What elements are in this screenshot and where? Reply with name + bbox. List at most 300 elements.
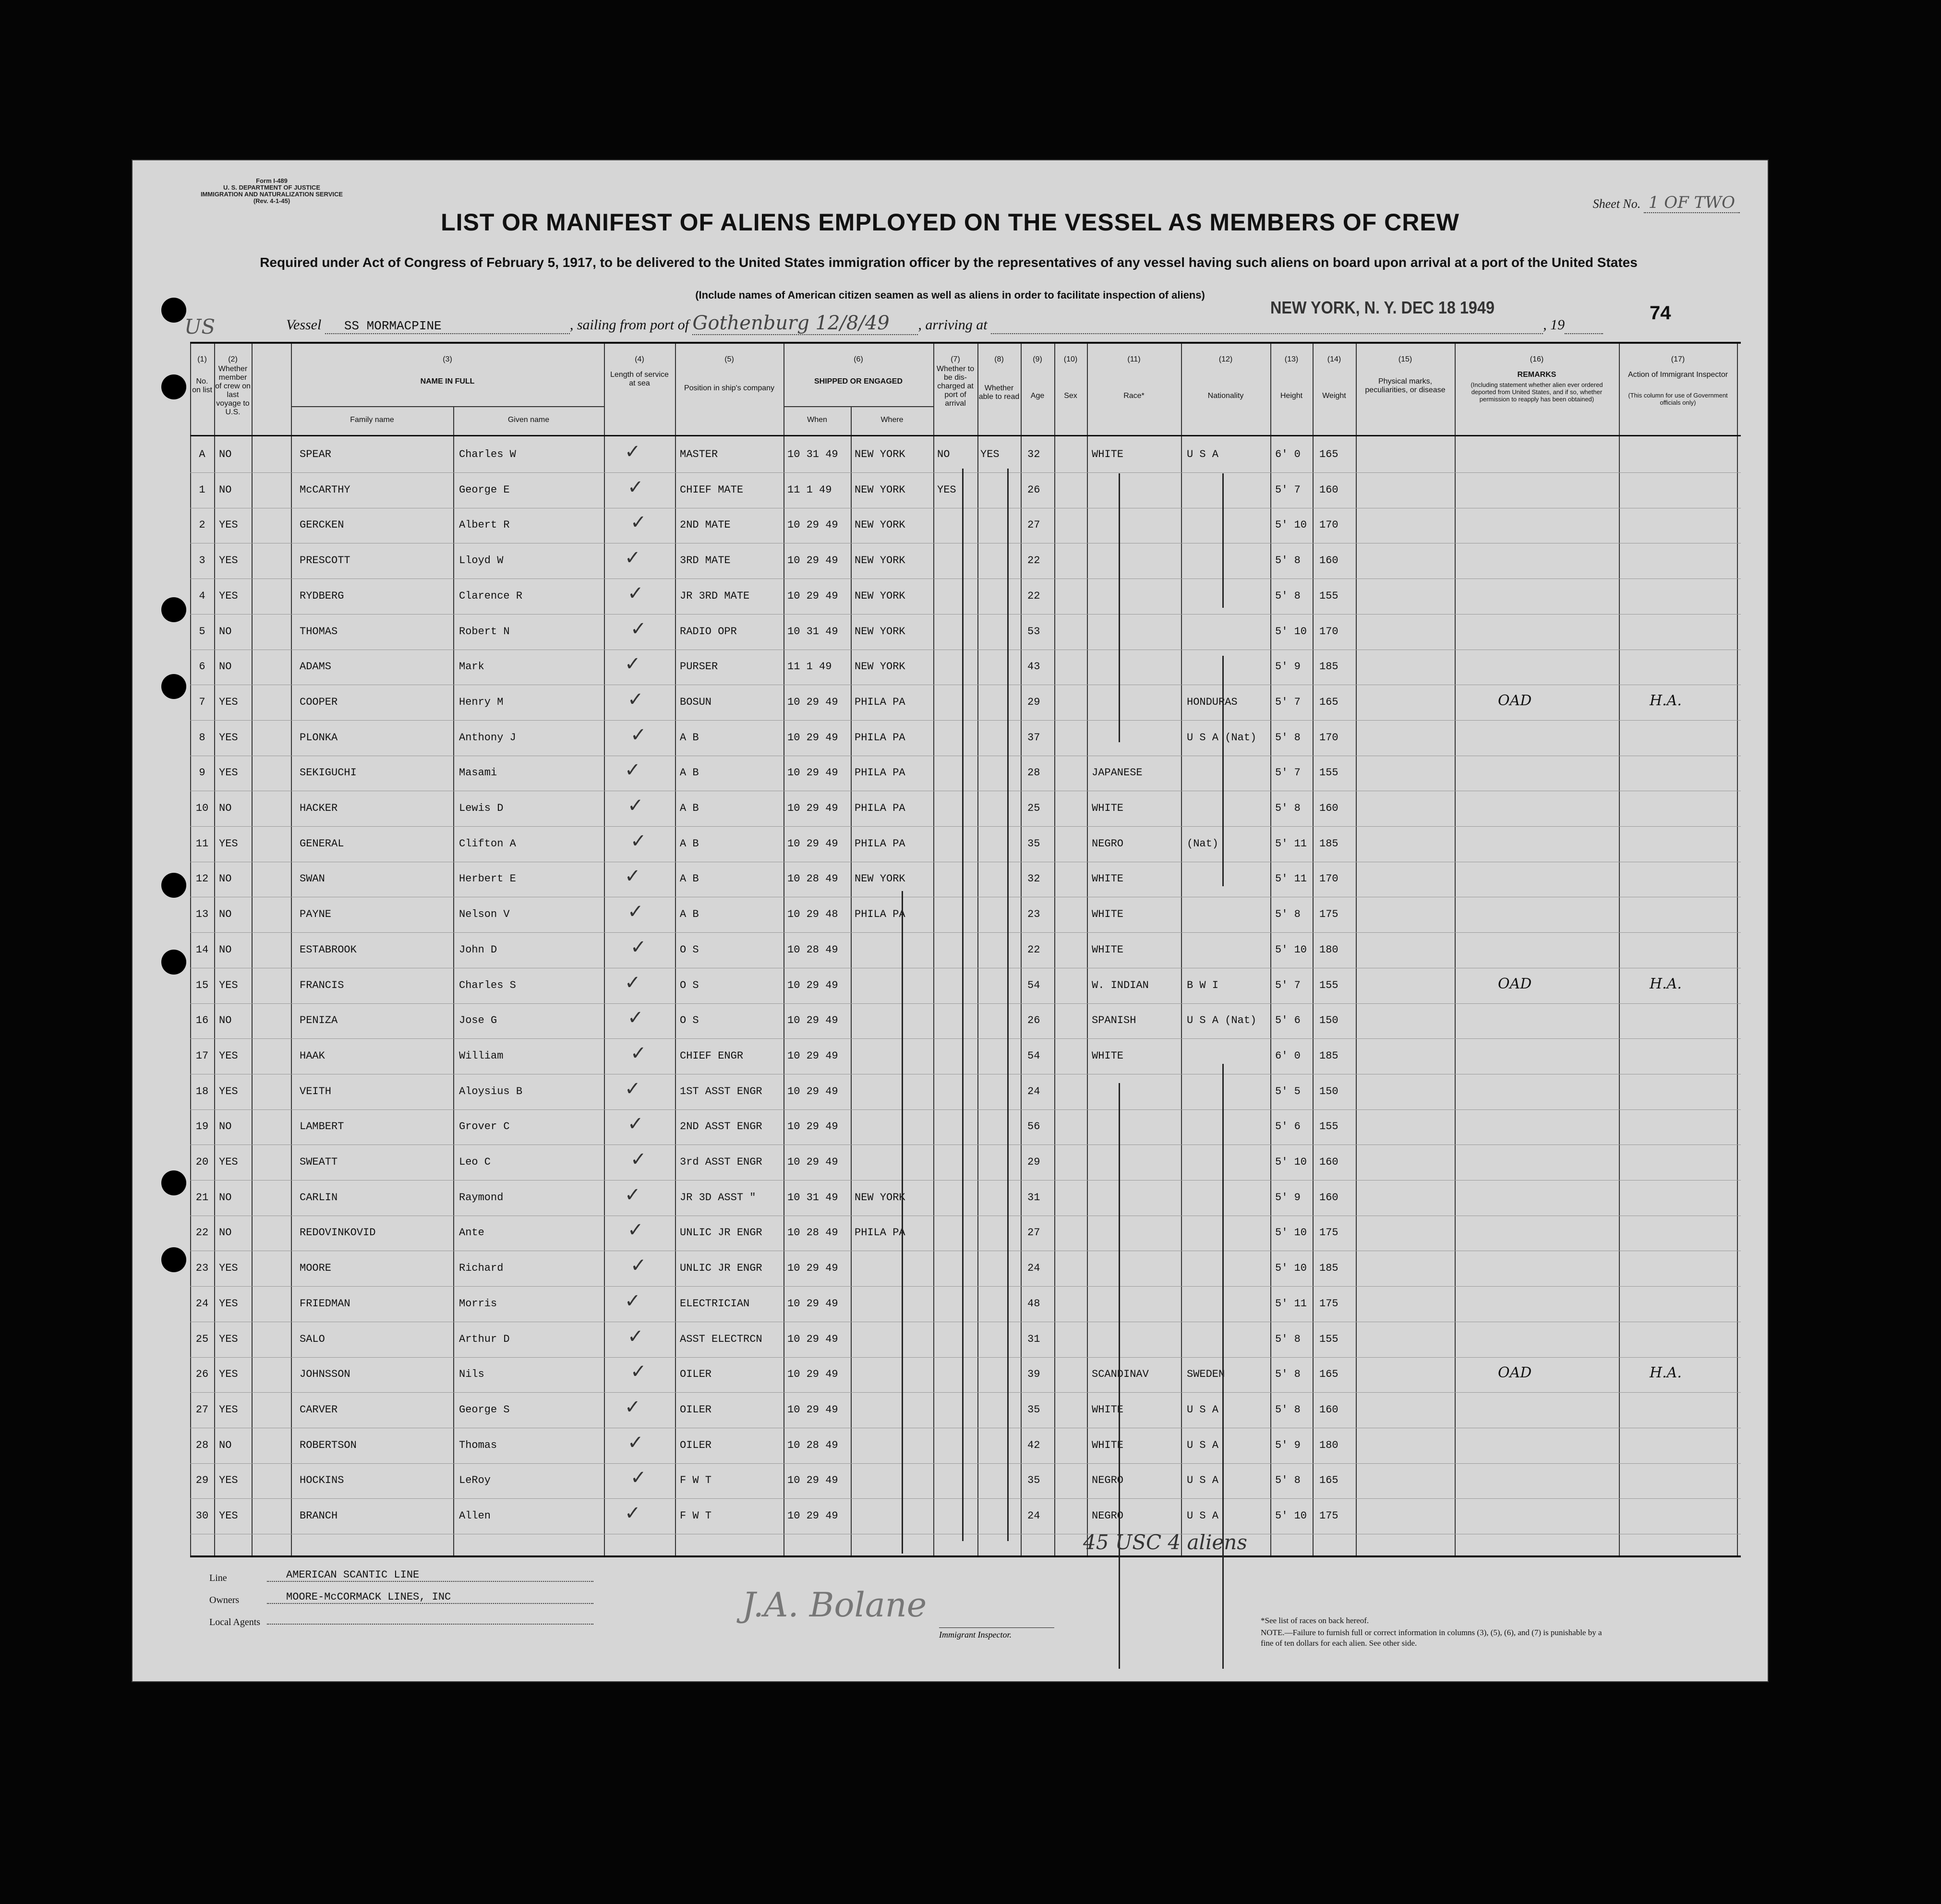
cell-when: 10 29 49	[787, 1049, 838, 1062]
cell-nat: U S A	[1187, 1474, 1219, 1487]
cell-age: 35	[1027, 837, 1040, 850]
cell-pos: OILER	[680, 1439, 712, 1451]
cell-age: 31	[1027, 1333, 1040, 1345]
cell-family: COOPER	[300, 696, 338, 708]
colnum-3: (3)	[443, 355, 452, 363]
colhead-16-note: (Including statement whether alien ever ordered deported from United States, and if so, whether permission to reapply has been obtained)	[1471, 381, 1603, 403]
cell-when: 10 29 49	[787, 1474, 838, 1487]
cell-given: Nelson V	[459, 908, 510, 921]
cell-action: H.A.	[1650, 692, 1682, 709]
cell-family: FRIEDMAN	[300, 1297, 350, 1310]
table-row	[190, 1287, 1741, 1323]
cell-height: 5' 10	[1275, 625, 1307, 638]
cell-no: 13	[195, 908, 209, 921]
colhead-5: Position in ship's company	[684, 384, 775, 392]
cell-nat: HONDURAS	[1187, 696, 1238, 708]
form-identifier	[195, 178, 349, 205]
cell-weight: 165	[1319, 448, 1338, 460]
cell-weight: 175	[1319, 1510, 1338, 1522]
colnum-9: (9)	[1033, 355, 1042, 363]
colhead-10: Sex	[1064, 392, 1077, 400]
cell-height: 5' 10	[1275, 943, 1307, 956]
colhead-2: Whether member of crew on last voyage to U.S.	[215, 365, 251, 416]
cell-height: 5' 8	[1275, 802, 1301, 814]
colnum-4: (4)	[635, 355, 644, 363]
table-row	[190, 792, 1741, 827]
cell-pos: 1ST ASST ENGR	[680, 1085, 762, 1097]
colhead-3-family: Family name	[350, 416, 394, 424]
line-value: AMERICAN SCANTIC LINE	[267, 1569, 593, 1582]
cell-pos: ELECTRICIAN	[680, 1297, 750, 1310]
cell-when: 10 28 49	[787, 873, 838, 885]
cell-disch: YES	[937, 483, 956, 496]
owners-label: Owners	[209, 1595, 240, 1605]
service-check-mark: ✓	[625, 441, 641, 463]
cell-given: Clarence R	[459, 590, 523, 602]
table-row	[190, 650, 1741, 686]
cell-pos: F W T	[680, 1474, 712, 1487]
cell-when: 10 29 49	[787, 554, 838, 567]
cell-weight: 170	[1319, 625, 1338, 638]
arrival-stamp: NEW YORK, N. Y. DEC 18 1949	[1270, 298, 1495, 317]
cell-age: 27	[1027, 519, 1040, 531]
service-check-mark: ✓	[630, 1361, 647, 1383]
cell-pos: O S	[680, 1014, 699, 1027]
cell-when: 11 1 49	[787, 661, 832, 673]
service-check-mark: ✓	[627, 1219, 644, 1241]
cell-prev: NO	[219, 1227, 232, 1239]
cell-family: SALO	[300, 1333, 325, 1345]
page-title: LIST OR MANIFEST OF ALIENS EMPLOYED ON THE VESSEL AS MEMBERS OF CREW	[441, 209, 1459, 236]
table-row	[190, 1216, 1741, 1252]
cell-family: ROBERTSON	[300, 1439, 357, 1451]
service-check-mark: ✓	[627, 688, 644, 711]
cell-prev: YES	[219, 731, 238, 744]
colhead-4: Length of service at sea	[610, 371, 669, 387]
cell-height: 5' 5	[1275, 1085, 1301, 1097]
cell-height: 5' 8	[1275, 590, 1301, 602]
cell-weight: 185	[1319, 837, 1338, 850]
cell-age: 42	[1027, 1439, 1040, 1451]
cell-pos: OILER	[680, 1403, 712, 1416]
cell-weight: 160	[1319, 483, 1338, 496]
cell-nat: U S A	[1187, 1510, 1219, 1522]
cell-prev: NO	[219, 661, 232, 673]
cell-prev: YES	[219, 519, 238, 531]
race-note: *See list of races on back hereof.	[1261, 1616, 1369, 1625]
cell-where: NEW YORK	[855, 519, 905, 531]
cell-remark: OAD	[1498, 692, 1532, 709]
cell-height: 5' 8	[1275, 908, 1301, 921]
cell-family: SWEATT	[300, 1156, 338, 1168]
cell-prev: YES	[219, 696, 238, 708]
cell-height: 5' 6	[1275, 1121, 1301, 1133]
cell-pos: JR 3RD MATE	[680, 590, 750, 602]
cell-family: HOCKINS	[300, 1474, 344, 1487]
cell-age: 22	[1027, 590, 1040, 602]
cell-prev: YES	[219, 1474, 238, 1487]
service-check-mark: ✓	[625, 759, 641, 782]
colhead-6-when: When	[807, 416, 827, 424]
cell-weight: 160	[1319, 1403, 1338, 1416]
cell-given: Raymond	[459, 1191, 504, 1204]
table-row	[190, 1145, 1741, 1181]
cell-height: 5' 9	[1275, 661, 1301, 673]
cell-age: 32	[1027, 448, 1040, 460]
service-check-mark: ✓	[625, 971, 641, 994]
cell-race: WHITE	[1092, 1049, 1124, 1062]
cell-pos: O S	[680, 943, 699, 956]
service-check-mark: ✓	[627, 901, 644, 923]
cell-age: 54	[1027, 979, 1040, 991]
cell-family: PAYNE	[300, 908, 332, 921]
colnum-16: (16)	[1530, 355, 1544, 363]
cell-no: 29	[195, 1474, 209, 1487]
colhead-17: Action of Immigrant Inspector	[1628, 371, 1728, 379]
cell-age: 31	[1027, 1191, 1040, 1204]
cell-nat: U S A	[1187, 1439, 1219, 1451]
cell-no: 28	[195, 1439, 209, 1451]
table-row	[190, 1075, 1741, 1110]
cell-given: Anthony J	[459, 731, 516, 744]
cell-age: 22	[1027, 554, 1040, 567]
cell-when: 10 29 48	[787, 908, 838, 921]
cell-when: 10 29 49	[787, 1014, 838, 1027]
cell-when: 10 29 49	[787, 696, 838, 708]
cell-action: H.A.	[1650, 975, 1682, 992]
cell-weight: 155	[1319, 979, 1338, 991]
cell-given: Herbert E	[459, 873, 516, 885]
arriving-label: , arriving at	[918, 317, 988, 333]
cell-no: 26	[195, 1368, 209, 1381]
punch-hole	[161, 950, 186, 975]
punch-hole	[161, 374, 186, 399]
cell-race: WHITE	[1092, 943, 1124, 956]
table-row	[190, 969, 1741, 1004]
sheet-number-label: Sheet No.	[1592, 197, 1641, 211]
cell-prev: YES	[219, 1297, 238, 1310]
cell-when: 10 28 49	[787, 943, 838, 956]
cell-age: 32	[1027, 873, 1040, 885]
cell-where: PHILA PA	[855, 1227, 905, 1239]
cell-no: 1	[199, 483, 205, 496]
cell-height: 5' 10	[1275, 519, 1307, 531]
cell-pos: A B	[680, 767, 699, 779]
cell-where: PHILA PA	[855, 696, 905, 708]
cell-age: 53	[1027, 625, 1040, 638]
cell-height: 5' 8	[1275, 554, 1301, 567]
colhead-6: SHIPPED OR ENGAGED	[814, 377, 903, 386]
cell-height: 5' 10	[1275, 1227, 1307, 1239]
cell-weight: 150	[1319, 1014, 1338, 1027]
crew-table	[190, 342, 1741, 1557]
cell-height: 6' 0	[1275, 1049, 1301, 1062]
cell-prev: YES	[219, 1049, 238, 1062]
cell-no: 16	[195, 1014, 209, 1027]
cell-no: 30	[195, 1510, 209, 1522]
cell-height: 5' 11	[1275, 1297, 1307, 1310]
colnum-13: (13)	[1284, 355, 1299, 363]
table-row	[190, 827, 1741, 863]
table-row	[190, 438, 1741, 473]
cell-weight: 150	[1319, 1085, 1338, 1097]
cell-prev: NO	[219, 1121, 232, 1133]
cell-where: NEW YORK	[855, 590, 905, 602]
cell-no: 25	[195, 1333, 209, 1345]
cell-no: 12	[195, 873, 209, 885]
cell-given: Grover C	[459, 1121, 510, 1133]
cell-no: 27	[195, 1403, 209, 1416]
cell-race: SPANISH	[1092, 1014, 1136, 1027]
service-check-mark: ✓	[625, 1396, 641, 1418]
colhead-1: No. on list	[192, 377, 212, 394]
table-row	[190, 544, 1741, 579]
cell-when: 10 29 49	[787, 1333, 838, 1345]
cell-pos: 2ND ASST ENGR	[680, 1121, 762, 1133]
table-row	[190, 1499, 1741, 1535]
colnum-12: (12)	[1218, 355, 1233, 363]
agents-label: Local Agents	[209, 1617, 261, 1627]
cell-age: 24	[1027, 1262, 1040, 1275]
service-check-mark: ✓	[630, 617, 647, 640]
cell-height: 5' 9	[1275, 1191, 1301, 1204]
cell-family: ADAMS	[300, 661, 332, 673]
cell-disch: NO	[937, 448, 950, 460]
cell-where: PHILA PA	[855, 837, 905, 850]
service-check-mark: ✓	[627, 476, 644, 498]
cell-family: VEITH	[300, 1085, 332, 1097]
cell-when: 10 29 49	[787, 802, 838, 814]
cell-family: PLONKA	[300, 731, 338, 744]
cell-family: McCARTHY	[300, 483, 350, 496]
page-subnote: (Include names of American citizen seamen as well as aliens in order to facilitate inspection of aliens)	[695, 289, 1205, 301]
cell-height: 5' 9	[1275, 1439, 1301, 1451]
cell-family: CARVER	[300, 1403, 338, 1416]
colnum-5: (5)	[724, 355, 734, 363]
service-check-mark: ✓	[625, 653, 641, 675]
cell-when: 10 31 49	[787, 625, 838, 638]
cell-action: H.A.	[1650, 1364, 1682, 1382]
cell-prev: NO	[219, 908, 232, 921]
colnum-10: (10)	[1063, 355, 1078, 363]
table-row	[190, 1358, 1741, 1393]
cell-family: MOORE	[300, 1262, 332, 1275]
cell-nat: B W I	[1187, 979, 1219, 991]
cell-race: WHITE	[1092, 873, 1124, 885]
cell-age: 56	[1027, 1121, 1040, 1133]
cell-age: 24	[1027, 1085, 1040, 1097]
cell-weight: 155	[1319, 767, 1338, 779]
cell-age: 29	[1027, 696, 1040, 708]
cell-prev: NO	[219, 1191, 232, 1204]
cell-height: 5' 10	[1275, 1510, 1307, 1522]
cell-no: 19	[195, 1121, 209, 1133]
cell-given: Albert R	[459, 519, 510, 531]
table-row	[190, 1323, 1741, 1358]
cell-given: Mark	[459, 661, 484, 673]
cell-family: HACKER	[300, 802, 338, 814]
cell-read: YES	[980, 448, 1000, 460]
cell-no: 3	[199, 554, 205, 567]
cell-no: 9	[199, 767, 205, 779]
service-check-mark: ✓	[627, 1325, 644, 1348]
cell-weight: 160	[1319, 1156, 1338, 1168]
cell-family: SEKIGUCHI	[300, 767, 357, 779]
table-row	[190, 756, 1741, 792]
colhead-3: NAME IN FULL	[420, 377, 475, 386]
footer	[133, 1562, 1768, 1677]
cell-given: Thomas	[459, 1439, 497, 1451]
cell-family: BRANCH	[300, 1510, 338, 1522]
cell-where: PHILA PA	[855, 802, 905, 814]
cell-when: 10 29 49	[787, 1368, 838, 1381]
cell-nat: (Nat)	[1187, 837, 1219, 850]
form-department: U. S. DEPARTMENT OF JUSTICE	[223, 184, 320, 191]
table-row	[190, 898, 1741, 933]
cell-when: 10 29 49	[787, 1156, 838, 1168]
penalty-note-text: Failure to furnish full or correct information in columns (3), (5), (6), and (7) is punishable by a fine of ten dollars for each alien. See other side.	[1261, 1628, 1602, 1648]
cell-pos: UNLIC JR ENGR	[680, 1227, 762, 1239]
cell-age: 43	[1027, 661, 1040, 673]
service-check-mark: ✓	[625, 1077, 641, 1100]
penalty-note	[1261, 1627, 1606, 1649]
cell-nat: U S A (Nat)	[1187, 731, 1257, 744]
cell-when: 10 28 49	[787, 1227, 838, 1239]
cell-race: WHITE	[1092, 448, 1124, 460]
table-row	[190, 615, 1741, 651]
service-check-mark: ✓	[630, 830, 647, 852]
cell-no: 8	[199, 731, 205, 744]
colnum-14: (14)	[1327, 355, 1341, 363]
cell-when: 10 31 49	[787, 1191, 838, 1204]
table-row	[190, 579, 1741, 615]
cell-family: PRESCOTT	[300, 554, 350, 567]
cell-no: 15	[195, 979, 209, 991]
colhead-15: Physical marks, peculiarities, or disease	[1365, 377, 1446, 394]
cell-race: WHITE	[1092, 1403, 1124, 1416]
cell-weight: 175	[1319, 1227, 1338, 1239]
closing-note: 45 USC 4 aliens	[1083, 1530, 1247, 1554]
cell-when: 10 28 49	[787, 1439, 838, 1451]
cell-no: 10	[195, 802, 209, 814]
cell-family: SPEAR	[300, 448, 332, 460]
cell-height: 5' 6	[1275, 1014, 1301, 1027]
cell-family: LAMBERT	[300, 1121, 344, 1133]
cell-height: 5' 7	[1275, 696, 1301, 708]
page-subtitle: Required under Act of Congress of February 5, 1917, to be delivered to the United States immigration officer by the representatives of any vessel having such aliens on board upon arrival at a port of the United States	[260, 255, 1638, 270]
cell-race: SCANDINAV	[1092, 1368, 1149, 1381]
colnum-11: (11)	[1127, 355, 1141, 363]
cell-prev: YES	[219, 1510, 238, 1522]
cell-weight: 160	[1319, 802, 1338, 814]
cell-prev: NO	[219, 943, 232, 956]
cell-height: 5' 8	[1275, 1368, 1301, 1381]
cell-race: WHITE	[1092, 908, 1124, 921]
cell-pos: PURSER	[680, 661, 718, 673]
cell-where: NEW YORK	[855, 554, 905, 567]
table-row	[190, 1181, 1741, 1217]
table-row	[190, 508, 1741, 544]
cell-prev: YES	[219, 1368, 238, 1381]
cell-family: FRANCIS	[300, 979, 344, 991]
cell-weight: 175	[1319, 908, 1338, 921]
penalty-note-prefix: NOTE.—	[1261, 1628, 1293, 1637]
cell-age: 39	[1027, 1368, 1040, 1381]
cell-when: 11 1 49	[787, 483, 832, 496]
cell-when: 10 29 49	[787, 1085, 838, 1097]
cell-given: Lloyd W	[459, 554, 504, 567]
cell-family: HAAK	[300, 1049, 325, 1062]
cell-given: Lewis D	[459, 802, 504, 814]
cell-age: 54	[1027, 1049, 1040, 1062]
cell-given: Aloysius B	[459, 1085, 523, 1097]
colhead-17-note: (This column for use of Government officials only)	[1628, 392, 1728, 406]
cell-when: 10 29 49	[787, 1262, 838, 1275]
cell-given: Jose G	[459, 1014, 497, 1027]
inspector-signature: J.A. Bolane	[742, 1585, 927, 1625]
cell-where: PHILA PA	[855, 908, 905, 921]
cell-weight: 165	[1319, 1368, 1338, 1381]
cell-height: 5' 7	[1275, 483, 1301, 496]
cell-pos: MASTER	[680, 448, 718, 460]
punch-hole	[161, 597, 186, 622]
cell-height: 5' 11	[1275, 837, 1307, 850]
colhead-3-given: Given name	[507, 416, 550, 424]
cell-prev: NO	[219, 873, 232, 885]
punch-hole	[161, 873, 186, 898]
service-check-mark: ✓	[630, 511, 647, 534]
punch-hole	[161, 674, 186, 699]
service-check-mark: ✓	[630, 1042, 647, 1064]
cell-family: THOMAS	[300, 625, 338, 638]
colnum-8: (8)	[994, 355, 1004, 363]
cell-race: NEGRO	[1092, 837, 1124, 850]
punch-hole	[161, 1247, 186, 1272]
cell-race: JAPANESE	[1092, 767, 1143, 779]
cell-given: Clifton A	[459, 837, 516, 850]
cell-pos: RADIO OPR	[680, 625, 737, 638]
cell-weight: 185	[1319, 1262, 1338, 1275]
cell-where: NEW YORK	[855, 661, 905, 673]
cell-height: 5' 8	[1275, 1333, 1301, 1345]
cell-pos: CHIEF ENGR	[680, 1049, 744, 1062]
cell-family: SWAN	[300, 873, 325, 885]
cell-age: 26	[1027, 483, 1040, 496]
colhead-8: Whether able to read	[978, 384, 1020, 401]
cell-no: 21	[195, 1191, 209, 1204]
cell-when: 10 29 49	[787, 1403, 838, 1416]
colhead-12: Nationality	[1207, 392, 1244, 400]
cell-nat: SWEDEN	[1187, 1368, 1225, 1381]
cell-where: NEW YORK	[855, 625, 905, 638]
cell-where: NEW YORK	[855, 483, 905, 496]
punch-hole	[161, 1170, 186, 1195]
cell-where: NEW YORK	[855, 448, 905, 460]
cell-pos: A B	[680, 802, 699, 814]
cell-pos: 3rd ASST ENGR	[680, 1156, 762, 1168]
cell-race: WHITE	[1092, 802, 1124, 814]
cell-prev: NO	[219, 448, 232, 460]
colhead-14: Weight	[1322, 392, 1346, 400]
cell-given: Arthur D	[459, 1333, 510, 1345]
service-check-mark: ✓	[627, 1007, 644, 1029]
cell-family: REDOVINKOVID	[300, 1227, 376, 1239]
cell-pos: A B	[680, 837, 699, 850]
cell-prev: YES	[219, 554, 238, 567]
form-number: Form I-489	[256, 177, 288, 184]
colnum-7: (7)	[951, 355, 960, 363]
cell-given: John D	[459, 943, 497, 956]
